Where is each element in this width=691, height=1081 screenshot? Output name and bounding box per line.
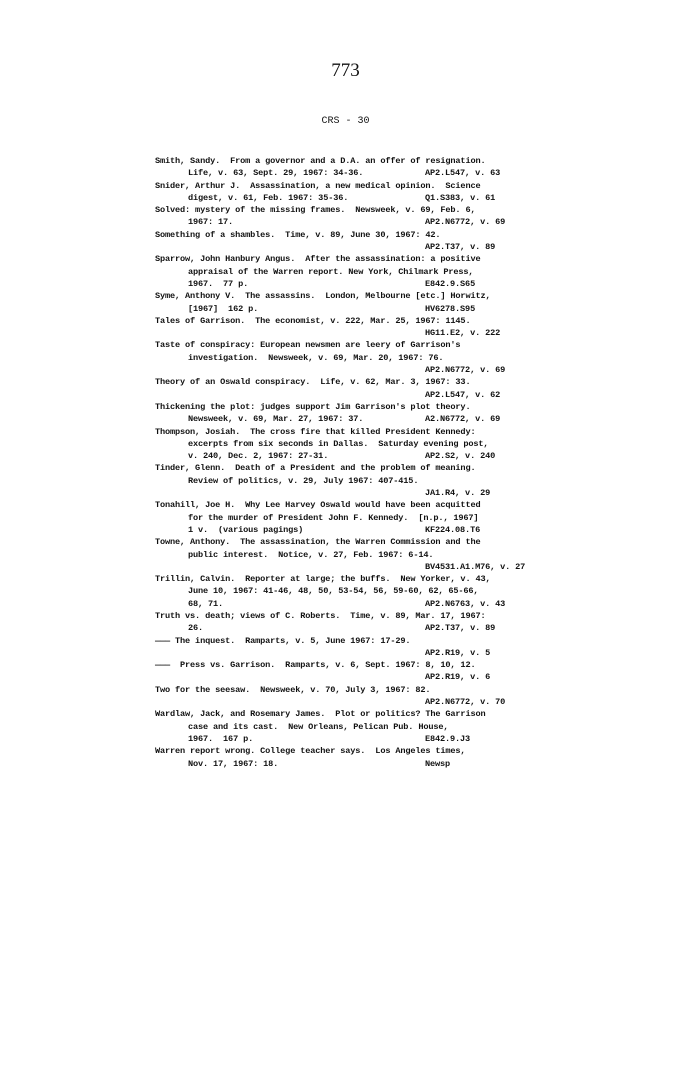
entry-first-line	[155, 745, 605, 757]
call-number: KF224.08.T6	[425, 524, 481, 535]
entry-first-line	[155, 573, 605, 585]
entry-continuation-line	[155, 352, 605, 364]
entry-continuation-line	[155, 216, 605, 228]
entry-continuation-line	[155, 192, 605, 204]
entry-continuation-line	[155, 622, 605, 634]
call-number: AP2.N6772, v. 69	[425, 217, 506, 228]
entry-first-line	[155, 684, 605, 696]
entry-text: 1 v. (various pagings)	[188, 524, 304, 535]
entry-continuation-line	[155, 266, 605, 278]
bibliography-entry	[155, 376, 605, 401]
entry-text: 68, 71.	[188, 598, 224, 609]
entry-continuation-line	[155, 303, 605, 315]
call-number: AP2.N6772, v. 69	[425, 365, 506, 376]
entry-continuation-line	[155, 585, 605, 597]
call-number: AP2.R19, v. 5	[425, 647, 491, 658]
entry-text: Review of politics, v. 29, July 1967: 407-415.	[188, 475, 419, 486]
bibliography-entry	[155, 426, 605, 463]
bibliography-entry	[155, 745, 605, 770]
entry-text: Tinder, Glenn. Death of a President and the problem of meaning.	[155, 463, 476, 474]
entry-first-line	[155, 426, 605, 438]
entry-continuation-line	[155, 733, 605, 745]
entry-continuation-line	[155, 721, 605, 733]
call-number: E842.9.S65	[425, 278, 476, 289]
entry-continuation-line	[155, 524, 605, 536]
entry-text: Life, v. 63, Sept. 29, 1967: 34-36.	[188, 168, 364, 179]
bibliography-entry	[155, 204, 605, 229]
entry-continuation-line	[155, 241, 605, 253]
entry-first-line	[155, 155, 605, 167]
entry-text: Smith, Sandy. From a governor and a D.A. an offer of resignation.	[155, 156, 486, 166]
entry-text: investigation. Newsweek, v. 69, Mar. 20, 1967: 76.	[188, 352, 444, 363]
entry-text: Something of a shambles. Time, v. 89, June 30, 1967: 42.	[155, 229, 441, 240]
bibliography-entry	[155, 499, 605, 536]
entry-first-line	[155, 253, 605, 265]
entry-continuation-line	[155, 475, 605, 487]
call-number: BV4531.A1.M76, v. 27	[425, 561, 526, 572]
entry-text: for the murder of President John F. Kennedy. [n.p., 1967]	[188, 512, 479, 523]
bibliography-entry	[155, 229, 605, 254]
entry-text: Sparrow, John Hanbury Angus. After the assassination: a positive	[155, 254, 481, 265]
entry-text: ——— The inquest. Ramparts, v. 5, June 1967: 17-29.	[155, 635, 411, 646]
bibliography-entry	[155, 573, 605, 610]
entry-text: Snider, Arthur J. Assassination, a new medical opinion. Science	[155, 180, 481, 191]
entry-text: digest, v. 61, Feb. 1967: 35-36.	[188, 192, 349, 203]
call-number: HV6278.S95	[425, 303, 476, 314]
bibliography-entry	[155, 659, 605, 684]
entry-continuation-line	[155, 758, 605, 770]
entry-first-line	[155, 376, 605, 388]
entry-continuation-line	[155, 512, 605, 524]
call-number: JA1.R4, v. 29	[425, 488, 491, 499]
bibliography-list	[155, 155, 605, 770]
entry-text: excerpts from six seconds in Dallas. Saturday evening post,	[188, 438, 489, 449]
entry-continuation-line	[155, 671, 605, 683]
entry-text: 1967: 17.	[188, 217, 234, 228]
entry-first-line	[155, 462, 605, 474]
entry-text: Taste of conspiracy: European newsmen are leery of Garrison's	[155, 340, 461, 351]
call-number: AP2.R19, v. 6	[425, 672, 491, 683]
call-number: AP2.S2, v. 240	[425, 451, 496, 462]
bibliography-entry	[155, 536, 605, 573]
entry-text: 1967. 77 p.	[188, 278, 249, 289]
call-number: AP2.T37, v. 89	[425, 242, 496, 253]
entry-continuation-line	[155, 278, 605, 290]
entry-text: Warren report wrong. College teacher says. Los Angeles times,	[155, 746, 466, 757]
entry-text: Newsweek, v. 69, Mar. 27, 1967: 37.	[188, 414, 364, 425]
call-number: Newsp	[425, 758, 451, 769]
bibliography-entry	[155, 155, 605, 180]
entry-first-line	[155, 339, 605, 351]
bibliography-entry	[155, 610, 605, 635]
entry-text: public interest. Notice, v. 27, Feb. 1967: 6-14.	[188, 549, 434, 560]
entry-text: Thompson, Josiah. The cross fire that killed President Kennedy:	[155, 426, 476, 437]
call-number: A2.N6772, v. 69	[425, 414, 501, 425]
entry-text: Syme, Anthony V. The assassins. London, Melbourne [etc.] Horwitz,	[155, 291, 491, 302]
entry-continuation-line	[155, 327, 605, 339]
entry-continuation-line	[155, 561, 605, 573]
entry-continuation-line	[155, 413, 605, 425]
entry-text: ——— Press vs. Garrison. Ramparts, v. 6, Sept. 1967: 8, 10, 12.	[155, 660, 476, 671]
call-number: AP2.N6772, v. 70	[425, 697, 506, 708]
call-number: HG11.E2, v. 222	[425, 328, 501, 339]
bibliography-entry	[155, 315, 605, 340]
bibliography-entry	[155, 180, 605, 205]
entry-text: Theory of an Oswald conspiracy. Life, v. 62, Mar. 3, 1967: 33.	[155, 377, 471, 388]
entry-continuation-line	[155, 647, 605, 659]
call-number: Q1.S383, v. 61	[425, 192, 496, 203]
entry-first-line	[155, 536, 605, 548]
series-label: CRS - 30	[321, 116, 370, 127]
entry-first-line	[155, 229, 605, 241]
entry-continuation-line	[155, 487, 605, 499]
entry-text: Two for the seesaw. Newsweek, v. 70, July 3, 1967: 82.	[155, 684, 431, 695]
entry-text: Towne, Anthony. The assassination, the Warren Commission and the	[155, 537, 481, 548]
bibliography-entry	[155, 708, 605, 745]
call-number: AP2.L547, v. 63	[425, 168, 501, 179]
call-number: E842.9.J3	[425, 733, 471, 744]
entry-first-line	[155, 708, 605, 720]
bibliography-entry	[155, 684, 605, 709]
entry-continuation-line	[155, 450, 605, 462]
bibliography-entry	[155, 635, 605, 660]
page-number: 773	[331, 60, 360, 81]
call-number: AP2.T37, v. 89	[425, 623, 496, 634]
bibliography-entry	[155, 339, 605, 376]
entry-text: June 10, 1967: 41-46, 48, 50, 53-54, 56, 59-60, 62, 65-66,	[188, 586, 479, 597]
entry-continuation-line	[155, 598, 605, 610]
entry-continuation-line	[155, 364, 605, 376]
entry-text: 1967. 167 p.	[188, 733, 254, 744]
entry-text: 26.	[188, 623, 204, 634]
entry-text: Wardlaw, Jack, and Rosemary James. Plot or politics? The Garrison	[155, 709, 486, 720]
entry-first-line	[155, 401, 605, 413]
entry-text: v. 240, Dec. 2, 1967: 27-31.	[188, 451, 329, 462]
entry-text: Solved: mystery of the missing frames. Newsweek, v. 69, Feb. 6,	[155, 205, 476, 216]
entry-text: Truth vs. death; views of C. Roberts. Time, v. 89, Mar. 17, 1967:	[155, 610, 486, 621]
entry-continuation-line	[155, 549, 605, 561]
entry-text: Nov. 17, 1967: 18.	[188, 758, 279, 769]
entry-text: Tales of Garrison. The economist, v. 222, Mar. 25, 1967: 1145.	[155, 315, 471, 326]
entry-first-line	[155, 315, 605, 327]
entry-continuation-line	[155, 167, 605, 179]
bibliography-entry	[155, 462, 605, 499]
entry-first-line	[155, 610, 605, 622]
entry-text: Trillin, Calvin. Reporter at large; the buffs. New Yorker, v. 43,	[155, 574, 491, 585]
entry-first-line	[155, 635, 605, 647]
entry-continuation-line	[155, 696, 605, 708]
entry-first-line	[155, 499, 605, 511]
call-number: AP2.N6763, v. 43	[425, 598, 506, 609]
entry-continuation-line	[155, 389, 605, 401]
entry-text: Thickening the plot: judges support Jim Garrison's plot theory.	[155, 401, 471, 412]
bibliography-entry	[155, 253, 605, 290]
entry-first-line	[155, 659, 605, 671]
entry-continuation-line	[155, 438, 605, 450]
entry-first-line	[155, 290, 605, 302]
bibliography-entry	[155, 290, 605, 315]
entry-first-line	[155, 204, 605, 216]
entry-text: [1967] 162 p.	[188, 303, 259, 314]
entry-text: case and its cast. New Orleans, Pelican Pub. House,	[188, 721, 449, 732]
entry-text: Tonahill, Joe H. Why Lee Harvey Oswald would have been acquitted	[155, 500, 481, 511]
call-number: AP2.L547, v. 62	[425, 389, 501, 400]
entry-first-line	[155, 180, 605, 192]
entry-text: appraisal of the Warren report. New York, Chilmark Press,	[188, 266, 474, 277]
bibliography-entry	[155, 401, 605, 426]
